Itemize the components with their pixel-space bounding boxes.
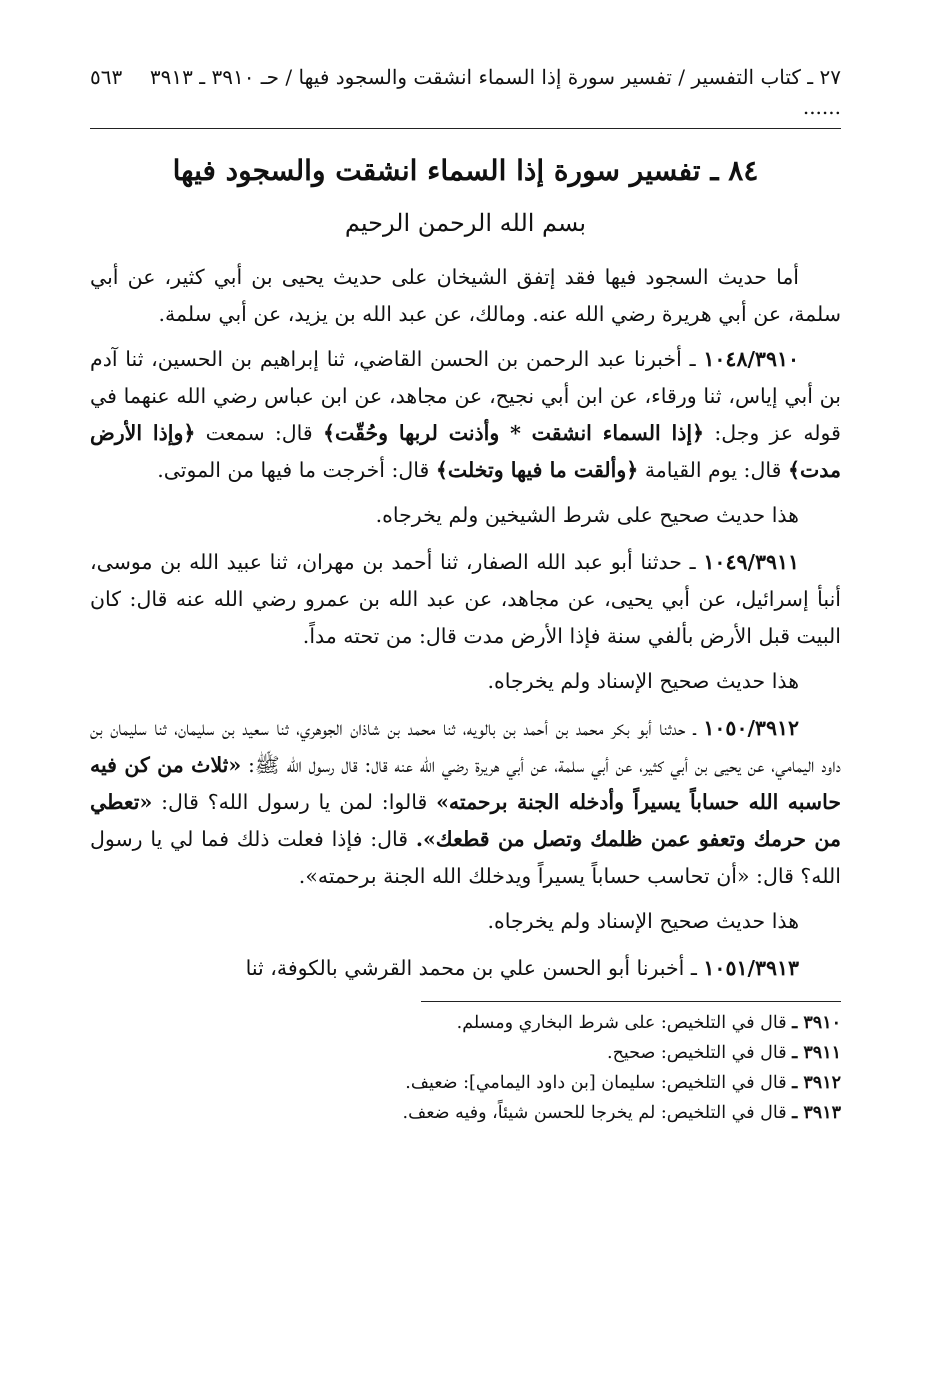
hadith-text: ـ حدثنا أبو عبد الله الصفار، ثنا أحمد بن مهران، ثنا عبيد الله بن موسى، أنبأ إسرائيل، عن أبي يحيى، عن مجاهد، عن عبد الله بن عمرو رضي الله عنه قال: كان البيت قبل الأرض بألفي سنة فإذا الأرض مدت قال: من تحته مداً. [90, 550, 841, 648]
hadith-3910 [90, 341, 841, 489]
footnote-number: ٣٩١١ ـ [792, 1043, 841, 1063]
chapter-title: ٨٤ ـ تفسير سورة إذا السماء انشقت والسجود فيها [172, 154, 759, 187]
footnote [90, 1098, 841, 1128]
quran-ref: ﴿وإذا الأرض مدت﴾ [90, 421, 841, 482]
footnote-divider [421, 1001, 841, 1002]
footnote [90, 1068, 841, 1098]
hadith-text: قال: فإذا فعلت ذلك فما لي يا رسول الله؟ قال: [90, 827, 841, 888]
hadith-text: ـ أخبرنا أبو الحسن علي بن محمد القرشي بالكوفة، ثنا [245, 956, 697, 980]
hadith-text: ـ أخبرنا عبد الرحمن بن الحسن القاضي، ثنا إبراهيم بن الحسين، ثنا آدم بن أبي إياس، ثنا ورقاء، عن ابن أبي نجيح، عن مجاهد، عن ابن عباس رضي الله عنهما في قوله عز وجل: [90, 347, 841, 445]
footnote-text: قال في التلخيص: على شرط البخاري ومسلم. [456, 1013, 787, 1033]
running-header-title: ٢٧ ـ كتاب التفسير / تفسير سورة إذا السماء انشقت والسجود فيها / حـ ٣٩١٠ ـ ٣٩١٣ ...... [149, 65, 841, 119]
hadith-number: ١٠٥٠/٣٩١٢ [703, 716, 799, 740]
running-header [90, 62, 841, 129]
hadith-3911 [90, 544, 841, 655]
intro-paragraph: أما حديث السجود فيها فقد إتفق الشيخان على حديث يحيى بن أبي كثير، عن أبي سلمة، عن أبي هريرة رضي الله عنه. ومالك، عن عبد الله بن يزيد، عن أبي سلمة. [90, 265, 841, 326]
hadith-text: قال: أخرجت ما فيها من الموتى. [157, 458, 430, 482]
hadith-grade: هذا حديث صحيح على شرط الشيخين ولم يخرجاه. [375, 503, 799, 527]
footnote-number: ٣٩١٠ ـ [792, 1013, 841, 1033]
basmala: بسم الله الرحمن الرحيم [344, 209, 587, 237]
hadith-grade: هذا حديث صحيح الإسناد ولم يخرجاه. [487, 669, 799, 693]
hadith-grade: هذا حديث صحيح الإسناد ولم يخرجاه. [487, 909, 799, 933]
footnote-text: قال في التلخيص: لم يخرجا للحسن شيئاً، وفيه ضعف. [402, 1103, 787, 1123]
page-number: ٥٦٣ [90, 65, 123, 89]
hadith-text: قالوا: لمن يا رسول الله؟ قال: [161, 790, 428, 814]
prophetic-quote: «تعطي من حرمك وتعفو عمن ظلمك وتصل من قطعك». [90, 790, 841, 851]
footnote-text: قال في التلخيص: سليمان [بن داود اليمامي]: ضعيف. [405, 1073, 787, 1093]
footnote [90, 1038, 841, 1068]
hadith-3912 [90, 710, 841, 895]
footnote-text: قال في التلخيص: صحيح. [607, 1043, 787, 1063]
quran-ref: ﴿إذا السماء انشقت * وأذنت لربها وحُقّت﴾ [322, 421, 705, 445]
quran-ref: ﴿وألقت ما فيها وتخلت﴾ [435, 458, 639, 482]
hadith-text: ـ حدثنا أبو بكر محمد بن أحمد بن بالويه، ثنا محمد بن شاذان الجوهري، ثنا سعيد بن سليمان، ثنا سليمان بن داود اليمامي، عن يحيى بن أبي كثير، عن أبي سلمة، عن أبي هريرة رضي الله عنه قال: قال رسول الله ﷺ: [90, 716, 841, 777]
prophetic-quote: «ثلاث من كن فيه حاسبه الله حساباً يسيراً وأدخله الجنة برحمته» [90, 753, 842, 814]
hadith-text: قال: يوم القيامة [644, 458, 782, 482]
hadith-3913 [90, 950, 841, 987]
hadith-number: ١٠٥١/٣٩١٣ [703, 956, 799, 980]
hadith-text: قال: سمعت [205, 421, 313, 445]
footnote-number: ٣٩١٣ ـ [792, 1103, 841, 1123]
hadith-number: ١٠٤٨/٣٩١٠ [703, 347, 799, 371]
footnote-number: ٣٩١٢ ـ [792, 1073, 841, 1093]
footnote [90, 1008, 841, 1038]
hadith-number: ١٠٤٩/٣٩١١ [703, 550, 799, 574]
prophetic-quote: «أن تحاسب حساباً يسيراً ويدخلك الله الجنة برحمته». [298, 864, 750, 888]
